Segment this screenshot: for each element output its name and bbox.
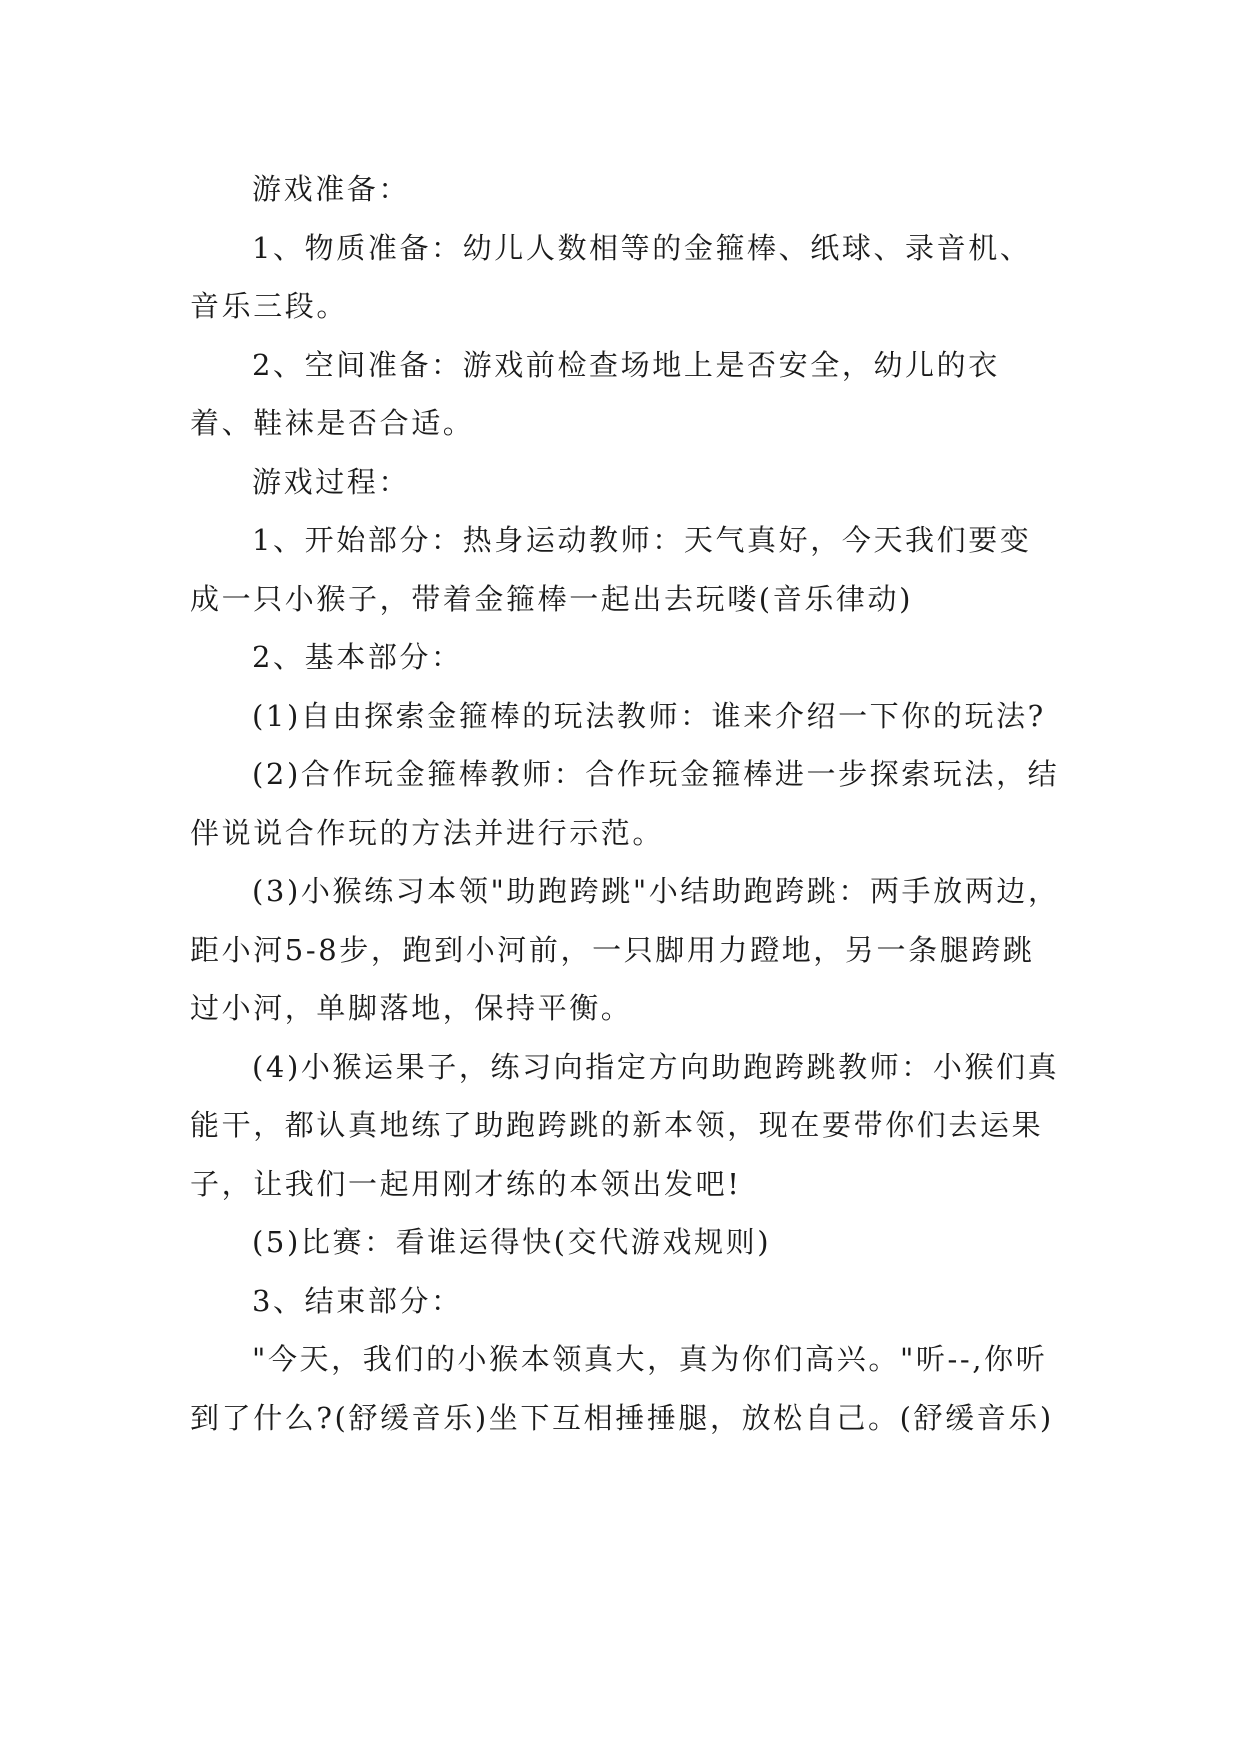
heading-basic-part: 2、基本部分： <box>252 640 463 674</box>
paragraph-material-preparation: 1、物质准备：幼儿人数相等的金箍棒、纸球、录音机、音乐三段。 <box>190 230 1032 323</box>
paragraph-free-exploration: (1)自由探索金箍棒的玩法教师：谁来介绍一下你的玩法? <box>252 698 1046 733</box>
heading-ending-part: 3、结束部分： <box>252 1283 463 1318</box>
document-body <box>190 160 1060 1447</box>
paragraph-ending-dialogue: "今天，我们的小猴本领真大，真为你们高兴。"听--,你听到了什么?(舒缓音乐)坐下互相捶捶腿，放松自己。(舒缓音乐) <box>190 1342 1054 1435</box>
paragraph-competition: (5)比赛：看谁运得快(交代游戏规则) <box>252 1225 772 1259</box>
heading-game-preparation: 游戏准备： <box>252 172 411 206</box>
paragraph-running-jump: (3)小猴练习本领"助跑跨跳"小结助跑跨跳：两手放两边，距小河5-8步，跑到小河前，一只脚用力蹬地，另一条腿跨跳过小河，单脚落地，保持平衡。 <box>190 874 1060 1025</box>
paragraph-cooperative-play: (2)合作玩金箍棒教师：合作玩金箍棒进一步探索玩法，结伴说说合作玩的方法并进行示范。 <box>190 757 1060 850</box>
heading-game-process: 游戏过程： <box>252 464 411 499</box>
paragraph-space-preparation: 2、空间准备：游戏前检查场地上是否安全，幼儿的衣着、鞋袜是否合适。 <box>190 347 1000 440</box>
paragraph-carry-fruit: (4)小猴运果子，练习向指定方向助跑跨跳教师：小猴们真能干，都认真地练了助跑跨跳的新本领，现在要带你们去运果子，让我们一起用刚才练的本领出发吧! <box>190 1049 1060 1201</box>
paragraph-opening-part: 1、开始部分：热身运动教师：天气真好，今天我们要变成一只小猴子，带着金箍棒一起出去玩喽(音乐律动) <box>190 523 1032 616</box>
